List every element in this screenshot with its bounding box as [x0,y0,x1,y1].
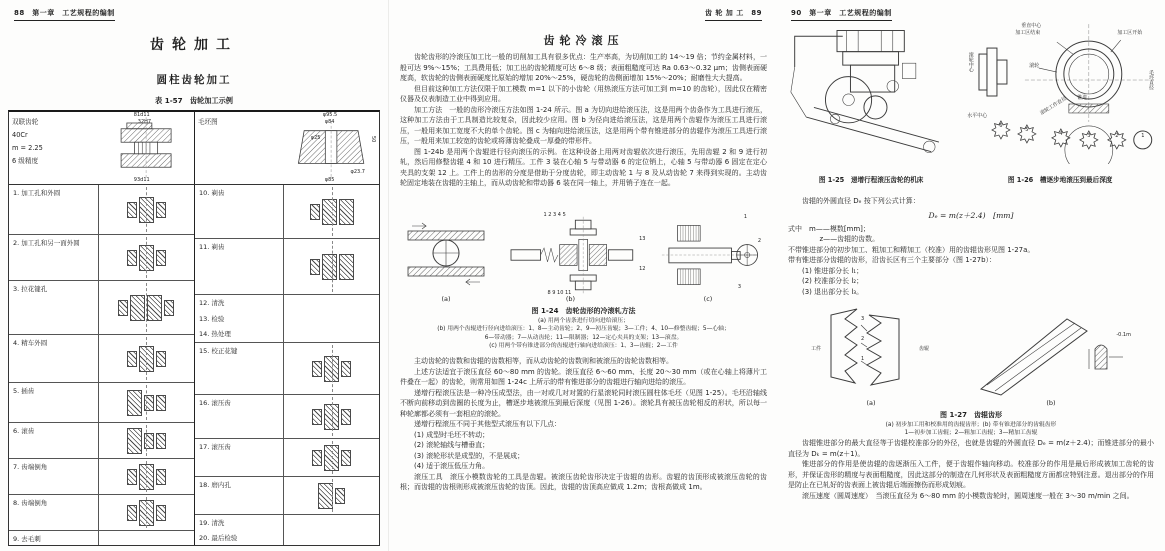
article-title: 齿轮冷滚压 [543,34,624,47]
figure-callouts: 8 9 10 11 [547,290,572,296]
step-label: 2. 加工孔和另一面外圆 [13,239,80,247]
formula-intro: 齿辊的外圆直径 Dₑ 按下列公式计算： [802,197,920,205]
figure-callout: 2 [757,238,761,244]
figure-1-27b-diagram [971,305,1131,399]
table-row [195,395,379,439]
running-head-left: 88 第一章 工艺规程的编制 [14,8,115,21]
blank-label-cell [194,112,283,184]
table-caption: 表 1-57 齿轮加工示例 [155,96,233,105]
step-label: 3. 拉花键孔 [13,285,48,293]
paragraph: 锥进部分的作用是使齿辊的齿逐渐压入工件，便于齿辊作轴向移动。校准部分的作用是最后形成被加工齿轮的齿形，并保证齿形的精度与表面粗糙度，因此这部分的制造在几何形状及表面粗糙度方面都应特别注意。退出部分的作用是防止在已轧好的齿表面上被齿辊后端面擦伤而形成划痕。 [788,460,1154,489]
list-item: (3) 退出部分长 l₃。 [802,287,864,296]
table-row [9,185,194,235]
blank-label: 毛坯图 [197,118,218,126]
table-row [195,439,379,477]
figure-1-27a [811,305,931,408]
step-drawing [98,281,194,334]
paragraph: 滚压速度（圆周速度） 当滚压直径为 6～80 mm 的小模数齿轮时，圆周速度一般在 3～30 m/min 之间。 [802,491,1134,500]
legend-line: (b) 用两个齿辊进行径向进给滚压：1、8—主动齿轮；2、9—初压齿辊；3—工件；4、10—修整齿辊；5—心轴； [437,326,730,333]
step-label: 6. 滚齿 [13,427,35,435]
step-drawing [98,459,194,494]
figure-1-24a [400,215,492,304]
step-drawing [283,343,379,394]
dim-label: φ85 [324,176,335,183]
figure-callout: 1 [861,356,865,362]
fig-label-workpiece: 工件 [811,346,822,352]
fig-label-zone-start: 加工区开始 [1117,30,1143,36]
dim-label: 50 [369,136,376,143]
subfig-label: (a) [866,399,876,407]
figure-1-27-caption: 图 1-27 齿辊齿形 [940,411,1002,419]
running-head-middle: 齿 轮 加 工 89 [705,8,762,21]
figure-callout: 13 [639,236,646,242]
fig-label-roller: 齿辊 [918,346,929,352]
right-page-text [788,196,1154,297]
step-drawing [98,185,194,234]
step-drawing-empty [283,515,379,545]
paragraph: 上述方法适宜于滚压直径 60～80 mm 的齿轮。滚压直径 6～60 mm、长度 20～30 mm（或在心轴上将薄片工件叠在一起）的齿轮，则常用如图 1-24c 上所示的带有锥进部分的齿辊进行轴向进给的滚压。 [400,367,767,386]
figure-callout: 1 [743,214,747,220]
step-label: 15. 校正花键 [199,347,238,355]
gear-number: 2 [1115,133,1119,139]
figure-1-24c-diagram [649,215,767,295]
figure-callout: 3 [737,284,741,290]
legend-line: (a) 用两个齿条进行切向进给滚压； [537,318,630,324]
gear-number: 3 [1087,133,1091,139]
figure-1-24b [496,212,646,304]
page-90 [777,0,1165,551]
subfig-label: (b) [1046,399,1056,407]
step-label: 4. 精车外圆 [13,339,48,347]
table-row [9,383,194,423]
part-drawing-cell [98,112,194,184]
page-89 [388,0,779,551]
paragraph: 递增行程滚压法是一种冷压成型法，由一对或几对对置的行星滚轮同时滚压圆柱体毛坯（见图 1-25）。毛坯沿轴线不断向前移动到齿圈的长度为止，槽逐步地被滚压到最后深度（见图 1-26）。滚轮具有被压齿轮相反的形状，所以每一种轮廓都必须有一套相应的滚轮。 [400,388,767,418]
table-row [9,335,194,383]
paragraph: 滚压工具 滚压小模数齿轮的工具是齿辊。被滚压齿轮齿形决定于齿辊的齿形。齿辊的齿顶形成被滚压齿轮的齿根；而齿辊的齿根则形成被滚压齿轮的齿顶。因此，齿辊的齿顶高应做成 1.2m；齿根高做成 1m。 [400,472,767,491]
step-label: 12. 清洗 [199,299,225,308]
running-head-right: 90 第一章 工艺规程的编制 [791,8,892,21]
figure-1-24c [649,215,767,304]
figure-1-24-legend [395,317,772,351]
table-row-group [195,295,379,343]
step-drawing [283,395,379,438]
page-88 [0,0,388,551]
formula-where: z——齿辊的齿数。 [819,235,880,243]
article-body-bottom [400,356,767,493]
table-row [9,423,194,459]
part-name: 双联齿轮 [12,118,39,126]
dim-label: φ84 [324,119,335,125]
step-label-group [195,295,283,342]
figure-1-24-caption: 图 1-24 齿轮齿形的冷滚轧方法 [531,307,636,315]
formula: Dₑ = m(z＋2.4) [mm] [928,210,1014,220]
list-item: (3) 滚轮形状是成型的，不是展成； [414,451,525,460]
figure-1-26-caption: 图 1-26 槽逐步地滚压到最后深度 [1007,176,1113,184]
steps-column-left [9,185,194,545]
fig-label-taper: 锥进 [1077,95,1088,101]
fig-label-roller-center: 滚轮中心 [967,52,974,72]
table-row-group [195,515,379,545]
figure-callouts: 1 2 3 4 5 [543,212,566,218]
list-item: (1) 成型时毛坯不转动； [414,430,490,439]
step-label: 8. 齿端倒角 [13,499,48,507]
dim-label: 32H7 [137,119,152,125]
dim-label: 93d11 [133,176,150,183]
legend-line: 6—带动器；7—从动齿轮；11—限制器；12—定心夹具的支架；13—滚盘。 [484,334,683,341]
legend-line: (c) 用两个带有锥进部分的齿辊进行轴向进给滚压：1、3—齿辊；2—工件 [489,343,678,350]
subfig-label: (b) [565,295,576,303]
gear-machining-table [8,110,380,546]
step-label: 19. 清洗 [199,519,225,527]
dim-label: 81d11 [133,112,150,118]
step-label: 7. 齿端倒角 [13,463,48,471]
paragraph: 带有锥进部分齿辊的齿形，沿齿长区有三个主要部分（图 1-27b）： [788,256,997,264]
subfig-label: (c) [703,295,713,303]
gear-number: 4 [1059,131,1063,137]
step-drawing [283,439,379,476]
blank-drawing-cell [283,112,379,184]
table-row [9,281,194,335]
dim-label: -0.1m [1116,332,1131,338]
figure-1-27-legend [783,421,1159,438]
formula-where: 式中 m——模数[mm]； [788,224,870,233]
step-drawing [98,335,194,382]
table-row [9,531,194,545]
dim-label: φ25 [310,135,321,141]
figure-1-27 [791,300,1151,408]
paragraph: 但目前这种加工方法仅限于加工模数 m=1 以下的小齿轮（用热滚压方法可加工到 m=10 的齿轮），因此仅在精密仪器及仪表制造工业中得到应用。 [400,84,767,103]
step-label: 1. 加工孔和外圆 [13,189,61,197]
list-item: (1) 锥进部分长 l₁； [802,266,864,275]
step-label: 13. 检验 [199,314,225,323]
fig-label-horizontal-center: 水平中心 [967,113,988,119]
figure-1-24a-diagram [400,215,492,295]
step-label: 5. 插齿 [13,387,35,395]
part-module: m = 2.25 [12,144,43,152]
dim-label: φ95.5 [322,112,338,118]
fig-label-vertical-center: 垂直中心 [1021,23,1042,29]
figure-1-26 [965,22,1155,184]
step-drawing [98,423,194,458]
table-row [195,477,379,515]
figure-1-25-caption: 图 1-25 递增行程滚压齿轮的机床 [818,176,924,184]
gear-number: 1 [1141,133,1145,139]
paragraph: 主动齿轮的齿数和齿辊的齿数相等，而从动齿轮的齿数则和被滚压的齿轮齿数相等。 [414,357,673,365]
step-drawing [98,495,194,530]
step-drawing [98,235,194,280]
list-item: (2) 滚轮轴线与槽垂直； [414,441,490,449]
part-precision: 6 级精度 [12,157,39,165]
table-row [195,239,379,295]
paragraph: 齿辊锥进部分的最大直径等于齿辊校准部分的外径，也就是齿辊的外圆直径 Dₑ = m(z＋2.4)；而锥进部分的最小直径为 Dₖ = m(z＋1)。 [788,439,1154,458]
step-label: 9. 去毛刺 [13,535,41,543]
step-drawing [283,239,379,294]
subfig-label: (a) [441,295,451,303]
part-spec-cell [9,112,98,184]
legend-line: (a) 初步加工用和校准用的齿辊齿形；(b) 带有锥进部分的齿辊齿形 [885,422,1057,428]
step-drawing [98,383,194,422]
figure-callout: 3 [861,316,865,322]
paragraph: 不带锥进部分的初步加工、粗加工和精加工（校准）用的齿辊齿形见图 1-27a。 [788,245,1035,254]
list-item: (2) 校准部分长 l₂； [802,277,864,285]
figure-callout: 2 [861,336,865,342]
list-item: (4) 适于滚压低压力角。 [414,462,490,470]
article-body-top [400,52,767,189]
step-label: 16. 滚压齿 [199,399,231,407]
paragraph: 加工方法 一般的齿形冷滚压方法如图 1-24 所示。图 a 为切向进给滚压法，这是用两个齿条作为工具进行滚压，这种加工方法由于工具制造比较复杂，因此较少应用。图 b 为径向进给滚压法，这是用两个齿辊作为滚压工具进行滚压，一般用来加工宽度不大的单个齿轮。图 c 为轴向进给滚压法，这是用两个带有锥进部分的齿辊作为滚压工具进行滚压，一般用来加工较宽的齿轮或将薄齿轮叠成一厚叠的带形件。 [400,105,767,145]
table-row [195,343,379,395]
step-drawing-empty [98,531,194,545]
step-label: 11. 剃齿 [199,243,225,251]
table-body [9,185,379,545]
figure-1-24b-diagram [496,212,646,295]
table-row [9,459,194,495]
fig-label-roller-work-dia: 滚轮工作直径 [1039,95,1069,117]
step-label: 20. 最后检验 [199,533,238,542]
table-row [9,235,194,281]
paragraph: 齿轮齿形的冷滚压加工比一般的切削加工具有很多优点：生产率高，为切削加工的 14～19 倍；节约金属材料，一般可达 9%～15%；工具费用低；加工出的齿轮精度可达 6～8 级；表面粗糙度可达 Ra 0.63～0.32 μm；齿侧表面硬度高，软齿轮的齿侧表面硬度比原始的增加 20%～25%，硬齿轮的齿侧面增加 15%～20%；耐磨性大大提高。 [400,53,767,82]
figures-row [787,22,1155,184]
figure-1-25 [787,22,955,184]
figure-1-24 [400,206,767,304]
right-page-bottom-text [788,438,1154,501]
fig-label-zone-end: 加工区结束 [1015,30,1041,36]
step-label: 18. 磨内孔 [199,481,231,489]
paragraph: 递增行程滚压不同于其他型式滚压有以下几点： [414,420,561,428]
fig-label-blank-dia: 毛坯直径 [1148,70,1154,90]
gear-number: 5 [1025,127,1029,133]
step-drawing [283,477,379,514]
figure-1-26-diagram [965,22,1155,164]
step-label-group [195,515,283,545]
figure-1-27b [971,305,1131,408]
step-drawing-empty [283,295,379,342]
step-label: 14. 热处理 [199,330,231,339]
figure-1-27a-diagram [811,305,931,399]
step-drawing [283,185,379,238]
steps-column-right [194,185,379,545]
dim-label: φ23.7 [350,168,365,175]
figure-callout: 12 [639,266,646,272]
gear-number: 6 [999,123,1003,129]
legend-line: 1—初步加工齿辊；2—粗加工齿辊；3—精加工齿辊 [904,430,1038,437]
section-subtitle: 圆柱齿轮加工 [156,74,232,86]
table-header-row [9,112,379,185]
fig-label-roller: 滚轮 [1029,63,1040,69]
page-title: 齿轮加工 [150,37,238,53]
step-label: 10. 剃齿 [199,189,225,197]
paragraph: 图 1-24b 是用两个齿辊进行径向滚压的示例。在这种设备上用两对齿辊依次进行滚压，先用齿辊 2 和 9 进行初轧，然后用修整齿辊 4 和 10 进行精压。工件 3 装在心轴 5 与带动器 6 的定位销上，心轴 5 与带动器 6 固定在定心夹具的支架 12 上。工件上的齿形的分度是借助于分度齿轮，即主动齿轮 1 与 8 及从动齿轮 7 来得到实现的。主动齿轮固定地装在齿辊的主轴上，而从动齿轮和带动器 6 装在同一轴上，并用销子连在一起。 [400,147,767,187]
part-material: 40Cr [12,131,28,139]
figure-1-25-diagram [787,22,955,164]
table-row [9,495,194,531]
step-label: 17. 滚压齿 [199,443,231,451]
table-row [195,185,379,239]
